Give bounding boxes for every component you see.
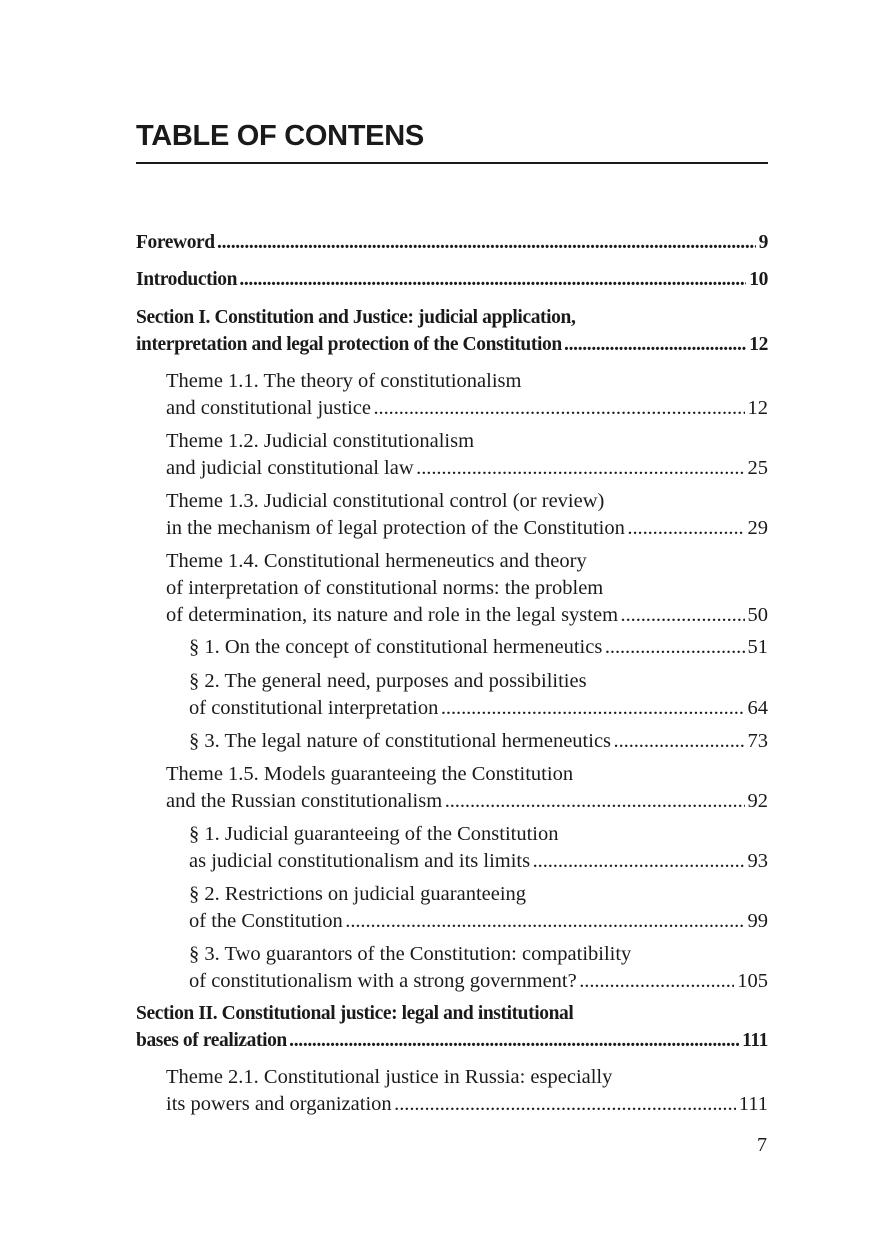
toc-entry-title-line: and judicial constitutional law . . . — [166, 455, 745, 482]
toc-entry-page: 51 — [747, 636, 768, 658]
toc-entry-para — [189, 881, 768, 935]
toc-entry-section — [136, 304, 768, 358]
toc-entry-page: 93 — [747, 850, 768, 872]
toc-entry-title-line: § 1. On the concept of constitutional hermeneutics . . . — [189, 634, 745, 661]
toc-entry-theme — [166, 548, 768, 629]
toc-entry-title-line: § 2. Restrictions on judicial guaranteeing — [189, 883, 527, 905]
toc-entry-title-line: Theme 1.4. Constitutional hermeneutics and theory — [166, 550, 587, 572]
toc-entry-last-line — [166, 395, 768, 422]
toc-entry-last-line — [189, 695, 768, 722]
toc-entry-title-line: Foreword . . . — [136, 229, 756, 256]
toc-entry-title-line: § 1. Judicial guaranteeing of the Constitution — [189, 823, 559, 845]
toc-entry-title-line: of interpretation of constitutional norms: the problem — [166, 577, 604, 599]
toc-entry-title-line: in the mechanism of legal protection of the Constitution . . . — [166, 515, 745, 542]
toc-entry-page: 99 — [747, 910, 768, 932]
toc-entry-title-line: bases of realization . . . — [136, 1027, 739, 1054]
toc-entry-title-line: § 3. The legal nature of constitutional hermeneutics . . . — [189, 728, 745, 755]
toc-entry-title-line: Theme 1.1. The theory of constitutionalism — [166, 370, 522, 392]
toc-entry-title-line: and constitutional justice . . . — [166, 395, 745, 422]
toc-entry-last-line — [136, 1027, 768, 1054]
toc-entry-section — [136, 1000, 768, 1054]
toc-entry-last-line — [189, 848, 768, 875]
toc-entry-page: 111 — [738, 1093, 768, 1115]
toc-entry-title-line: and the Russian constitutionalism . . . — [166, 788, 745, 815]
toc-entry-last-line — [189, 728, 768, 755]
toc-entry-title-line: of the Constitution . . . — [189, 908, 745, 935]
toc-entry-last-line — [136, 331, 768, 358]
toc-entry-page: 10 — [749, 269, 768, 290]
toc-entry-page: 64 — [747, 697, 768, 719]
toc-entry-section — [136, 229, 768, 256]
toc-entry-last-line — [166, 788, 768, 815]
toc-entry-theme — [166, 1064, 768, 1118]
toc-entry-title-line: § 2. The general need, purposes and possibilities — [189, 670, 587, 692]
toc-entry-title-line: Theme 2.1. Constitutional justice in Russia: especially — [166, 1066, 613, 1088]
toc-entry-last-line — [136, 229, 768, 256]
toc-entry-title-line: Theme 1.2. Judicial constitutionalism — [166, 430, 475, 452]
toc-entry-para — [189, 821, 768, 875]
toc-entry-page: 92 — [747, 790, 768, 812]
toc-entry-last-line — [136, 266, 768, 293]
toc-entry-title-line: as judicial constitutionalism and its limits . . . — [189, 848, 745, 875]
toc-entry-title-line: of constitutional interpretation . . . — [189, 695, 745, 722]
toc-entry-page: 12 — [749, 334, 768, 355]
toc-entry-last-line — [189, 968, 768, 995]
toc-entry-title-line: Section I. Constitution and Justice: judicial application, — [136, 307, 576, 328]
toc-entry-last-line — [166, 602, 768, 629]
toc-entry-title-line: Theme 1.3. Judicial constitutional control (or review) — [166, 490, 605, 512]
toc-entry-title-line: interpretation and legal protection of the Constitution . . . — [136, 331, 746, 358]
toc-entry-theme — [166, 428, 768, 482]
toc-entry-title-line: § 3. Two guarantors of the Constitution: compatibility — [189, 943, 632, 965]
toc-entry-last-line — [189, 908, 768, 935]
toc-entry-para — [189, 728, 768, 755]
toc-entry-page: 29 — [747, 517, 768, 539]
toc-entry-title-line: Theme 1.5. Models guaranteeing the Constitution — [166, 763, 574, 785]
toc-entry-page: 50 — [747, 604, 768, 626]
toc-entry-page: 12 — [747, 397, 768, 419]
toc-entry-title-line: Section II. Constitutional justice: legal and institutional — [136, 1003, 574, 1024]
toc-entry-page: 25 — [747, 457, 768, 479]
toc-entry-last-line — [189, 634, 768, 661]
toc-entry-page: 105 — [737, 970, 768, 992]
toc-entry-para — [189, 634, 768, 661]
toc-entry-theme — [166, 761, 768, 815]
toc-entry-section — [136, 266, 768, 293]
toc-entry-page: 73 — [747, 730, 768, 752]
toc-entry-title-line: its powers and organization . . . — [166, 1091, 736, 1118]
toc-entry-last-line — [166, 1091, 768, 1118]
toc-entry-page: 111 — [742, 1030, 768, 1051]
page-number: 7 — [757, 1134, 767, 1156]
toc-entry-last-line — [166, 515, 768, 542]
toc-entry-para — [189, 941, 768, 995]
title-rule — [136, 162, 768, 164]
toc-entry-last-line — [166, 455, 768, 482]
toc-entry-title-line: of constitutionalism with a strong government? . . . — [189, 968, 734, 995]
toc-entry-para — [189, 668, 768, 722]
page-title: TABLE OF CONTENS — [136, 120, 424, 152]
toc-entry-title-line: of determination, its nature and role in the legal system . . . — [166, 602, 745, 629]
toc-entry-theme — [166, 368, 768, 422]
toc-entry-page: 9 — [758, 232, 768, 253]
toc-entry-theme — [166, 488, 768, 542]
toc-entry-title-line: Introduction . . . — [136, 266, 746, 293]
